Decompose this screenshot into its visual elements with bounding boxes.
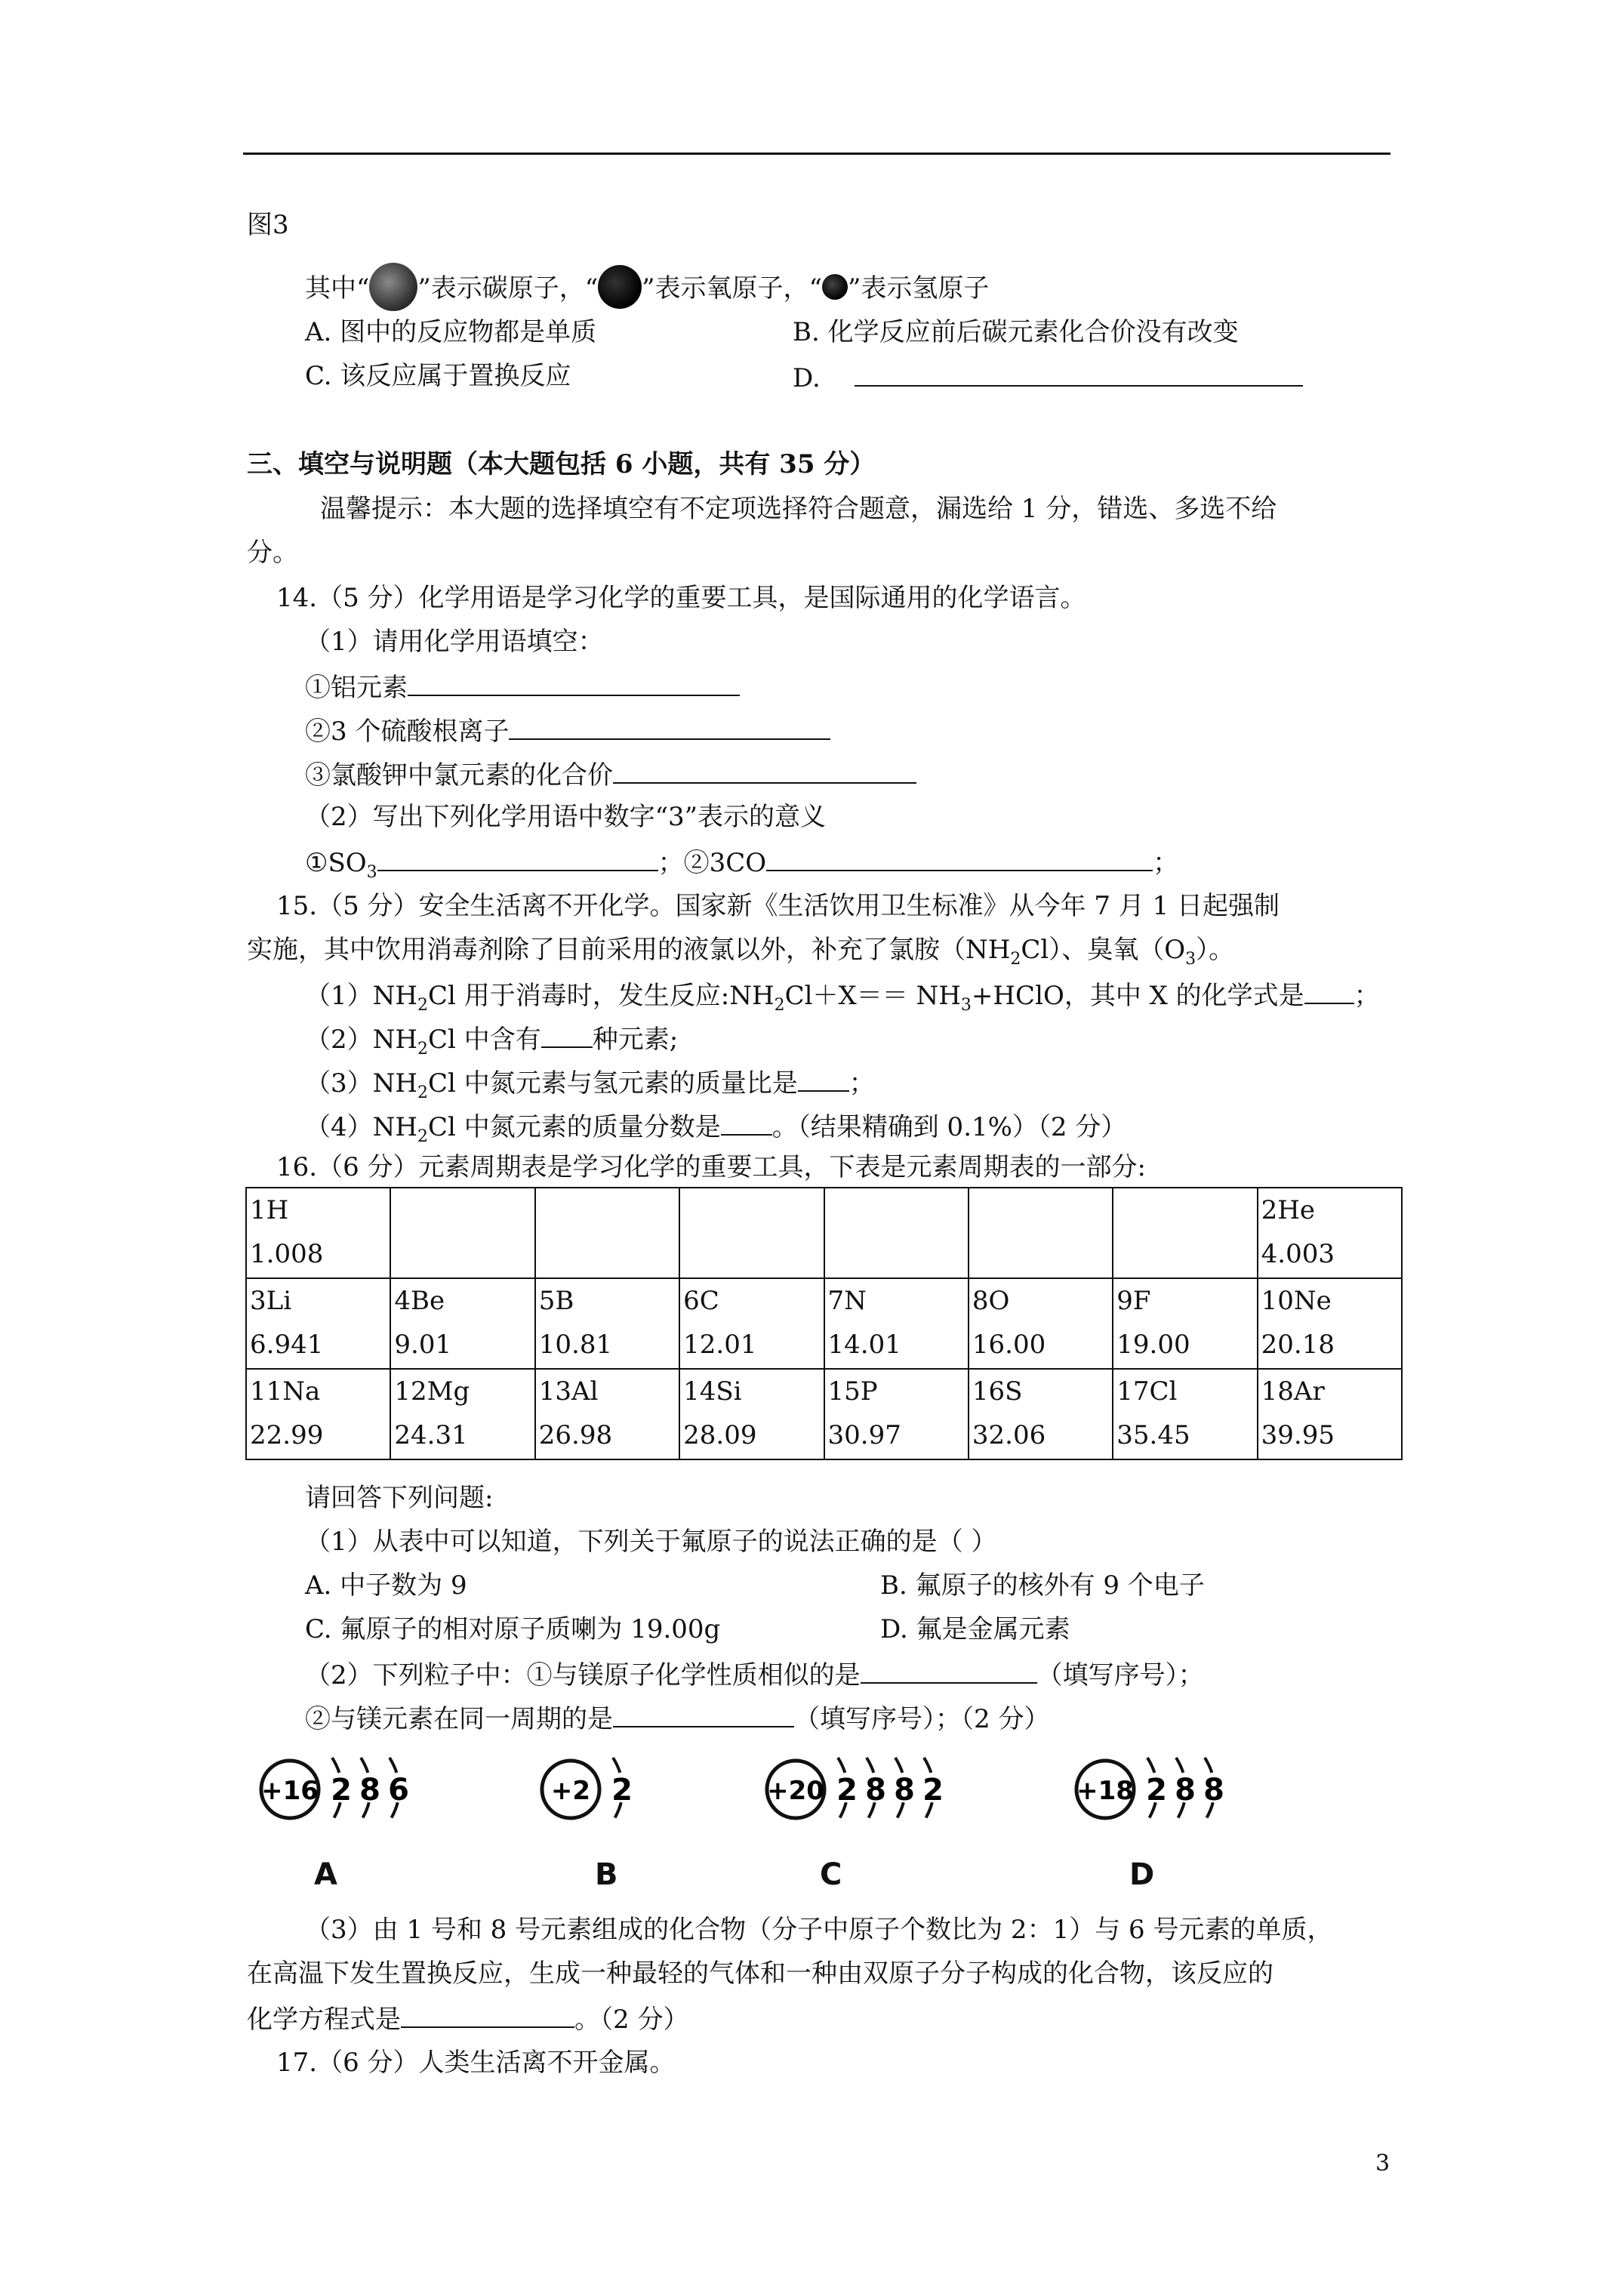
element-symbol: 9F xyxy=(1116,1286,1151,1316)
legend-text: ”表示碳原子， xyxy=(417,273,585,304)
atomic-mass: 4.003 xyxy=(1261,1239,1335,1269)
option-d xyxy=(793,359,1303,395)
element-symbol: 8O xyxy=(972,1286,1010,1316)
element-symbol: 5B xyxy=(538,1286,574,1316)
text: ； xyxy=(848,1068,875,1099)
element-cell xyxy=(679,1278,824,1369)
text: 实施，其中饮用消毒剂除了目前采用的液氯以外，补充了氯胺（NH xyxy=(247,935,1011,965)
tip-line-1: 温馨提示：本大题的选择填空有不定项选择符合题意，漏选给 1 分，错选、多选不给 xyxy=(320,494,1277,524)
text: （2）NH xyxy=(305,1025,418,1055)
diagram-label: C xyxy=(820,1857,842,1892)
answer-blank[interactable] xyxy=(798,1065,849,1092)
text: 化学方程式是 xyxy=(247,2005,401,2035)
answer-blank[interactable] xyxy=(509,713,830,740)
element-cell xyxy=(246,1278,390,1369)
element-symbol xyxy=(828,1188,968,1232)
q15-sub1 xyxy=(305,977,1380,1015)
shell-electron-count: 8 xyxy=(894,1773,915,1808)
q16-option-d: D. 氟是金属元素 xyxy=(880,1614,1070,1644)
option-d-label: D. xyxy=(793,363,821,393)
item-label: ①铝元素 xyxy=(305,673,408,703)
element-cell xyxy=(969,1188,1113,1278)
legend-text: ”表示氢原子 xyxy=(847,273,990,304)
element-symbol xyxy=(539,1188,679,1232)
answer-blank[interactable] xyxy=(613,1700,794,1727)
subscript: 2 xyxy=(417,1039,429,1059)
atomic-mass: 1.008 xyxy=(250,1239,324,1269)
legend-text: ”表示氧原子， xyxy=(642,273,809,304)
q16-ask: 请回答下列问题: xyxy=(305,1483,494,1513)
item-label: ；②3CO xyxy=(658,848,767,878)
atomic-mass: 20.18 xyxy=(1261,1330,1335,1360)
item-label: ③氯酸钾中氯元素的化合价 xyxy=(305,760,613,791)
shell-electron-count: 2 xyxy=(331,1773,352,1808)
atomic-mass: 30.97 xyxy=(827,1420,901,1450)
q16-p3-line1: （3）由 1 号和 8 号元素组成的化合物（分子中原子个数比为 2：1）与 6 号元素的单质， xyxy=(305,1915,1333,1945)
diagram-label: D xyxy=(1129,1857,1155,1892)
element-cell xyxy=(1113,1188,1257,1278)
text: Cl）、臭氧（O xyxy=(1021,935,1186,965)
atomic-mass: 12.01 xyxy=(683,1330,757,1360)
atomic-mass: 35.45 xyxy=(1116,1420,1190,1450)
element-symbol: 7N xyxy=(827,1286,867,1316)
shell-electron-count: 8 xyxy=(1203,1773,1224,1808)
shell-electron-count: 2 xyxy=(611,1773,633,1808)
element-cell xyxy=(535,1369,679,1459)
q14-item2 xyxy=(305,713,830,748)
q15-line2 xyxy=(247,933,1235,969)
diagram-label: B xyxy=(595,1857,618,1892)
element-symbol: 4Be xyxy=(394,1286,445,1316)
element-symbol xyxy=(394,1188,534,1232)
answer-blank[interactable] xyxy=(377,844,658,871)
element-cell xyxy=(1258,1369,1402,1459)
element-cell xyxy=(824,1278,969,1369)
q16-option-c: C. 氟原子的相对原子质喇为 19.00g xyxy=(305,1614,721,1644)
carbon-atom-icon xyxy=(369,263,417,311)
answer-blank[interactable] xyxy=(855,359,1303,387)
answer-blank[interactable] xyxy=(408,669,740,696)
q14-sub1: （1）请用化学用语填空： xyxy=(305,627,604,657)
text: （填写序号）；（2 分） xyxy=(794,1704,1050,1734)
header-rule xyxy=(243,153,1390,155)
element-symbol: 16S xyxy=(972,1376,1023,1407)
q16-p3-line2: 在高温下发生置换反应，生成一种最轻的气体和一种由双原子分子构成的化合物，该反应的 xyxy=(247,1959,1273,1989)
item-label: ； xyxy=(1153,848,1179,878)
legend-text: “ xyxy=(584,273,599,304)
q15-sub4 xyxy=(305,1108,1126,1144)
table-row xyxy=(246,1188,1402,1278)
text: Cl 中含有 xyxy=(428,1025,541,1055)
answer-blank[interactable] xyxy=(401,2001,574,2028)
item-label: ②3 个硫酸根离子 xyxy=(305,717,510,747)
table-row xyxy=(246,1369,1402,1459)
q15-sub2 xyxy=(305,1021,679,1059)
diagram-label: A xyxy=(314,1857,337,1892)
atom-structure-svg xyxy=(761,1737,1010,1842)
element-symbol xyxy=(1116,1188,1256,1232)
atom-structure-svg xyxy=(255,1737,504,1842)
text: （1）NH xyxy=(305,981,418,1011)
element-symbol xyxy=(683,1188,823,1232)
element-cell xyxy=(390,1278,534,1369)
atomic-mass: 39.95 xyxy=(1261,1420,1335,1450)
q14-item4 xyxy=(305,844,1178,880)
element-cell xyxy=(1113,1278,1257,1369)
atomic-mass: 9.01 xyxy=(394,1330,452,1360)
option-a: A. 图中的反应物都是单质 xyxy=(305,317,597,347)
element-symbol: 17Cl xyxy=(1116,1376,1178,1407)
shell-electron-count: 2 xyxy=(1146,1773,1167,1808)
option-c: C. 该反应属于置换反应 xyxy=(305,361,571,391)
legend-text: 其中“ xyxy=(305,273,370,304)
subscript: 2 xyxy=(417,1083,429,1102)
text: 。（结果精确到 0.1%）（2 分） xyxy=(771,1112,1127,1142)
atom-structure-svg xyxy=(536,1737,785,1842)
q16-p2-line1 xyxy=(305,1657,1204,1692)
hydrogen-atom-icon xyxy=(822,274,848,300)
q16-title: 16.（6 分）元素周期表是学习化学的重要工具，下表是元素周期表的一部分: xyxy=(276,1152,1146,1182)
q16-p2-line2 xyxy=(305,1700,1049,1736)
q14-sub2: （2）写出下列化学用语中数字“3”表示的意义 xyxy=(305,802,827,832)
q14-item1 xyxy=(305,669,740,704)
periodic-table xyxy=(245,1187,1403,1460)
text: （2）下列粒子中：①与镁原子化学性质相似的是 xyxy=(305,1660,861,1690)
q16-p1: （1）从表中可以知道，下列关于氟原子的说法正确的是（ ） xyxy=(305,1527,997,1557)
atomic-mass xyxy=(539,1232,679,1276)
nucleus-charge: +2 xyxy=(550,1776,591,1806)
atomic-mass xyxy=(1116,1232,1256,1276)
atomic-mass: 6.941 xyxy=(250,1330,324,1360)
text: Cl 用于消毒时，发生反应:NH xyxy=(428,981,775,1011)
text: Cl 中氮元素与氢元素的质量比是 xyxy=(428,1068,798,1099)
element-symbol: 10Ne xyxy=(1261,1286,1332,1316)
shell-electron-count: 8 xyxy=(865,1773,886,1808)
text: （3）NH xyxy=(305,1068,418,1099)
answer-blank[interactable] xyxy=(766,844,1153,871)
element-symbol: 18Ar xyxy=(1261,1376,1325,1407)
subscript: 2 xyxy=(1010,949,1021,969)
answer-blank[interactable] xyxy=(613,757,916,784)
atomic-mass: 26.98 xyxy=(538,1420,613,1450)
text: ②与镁元素在同一周期的是 xyxy=(305,1704,613,1734)
page-number: 3 xyxy=(1375,2150,1390,2177)
atom-legend xyxy=(305,266,989,314)
q16-option-a: A. 中子数为 9 xyxy=(305,1570,467,1601)
text: +HClO，其中 X 的化学式是 xyxy=(971,981,1304,1011)
shell-electron-count: 8 xyxy=(359,1773,380,1808)
atomic-mass: 28.09 xyxy=(683,1420,757,1450)
element-symbol: 15P xyxy=(827,1376,878,1407)
answer-blank[interactable] xyxy=(1304,977,1354,1004)
item-label: ①SO xyxy=(305,848,367,878)
shell-electron-count: 2 xyxy=(922,1773,944,1808)
q14-item3 xyxy=(305,757,916,792)
atomic-mass: 32.06 xyxy=(972,1420,1046,1450)
element-cell xyxy=(1258,1188,1402,1278)
nucleus-charge: +20 xyxy=(767,1776,824,1806)
atomic-mass: 19.00 xyxy=(1116,1330,1190,1360)
element-cell xyxy=(1258,1278,1402,1369)
legend-text: “ xyxy=(808,273,822,304)
table-row xyxy=(246,1278,1402,1369)
element-cell xyxy=(535,1188,679,1278)
element-symbol: 14Si xyxy=(683,1376,742,1407)
atomic-mass xyxy=(683,1232,823,1276)
answer-blank[interactable] xyxy=(861,1657,1037,1684)
atomic-mass: 22.99 xyxy=(250,1420,324,1450)
element-cell xyxy=(969,1278,1113,1369)
atomic-mass: 24.31 xyxy=(394,1420,468,1450)
atomic-mass: 14.01 xyxy=(827,1330,901,1360)
element-symbol: 13Al xyxy=(538,1376,599,1407)
figure-caption: 图3 xyxy=(247,210,289,240)
text: （4）NH xyxy=(305,1112,418,1142)
section-title: 三、填空与说明题（本大题包括 6 小题，共有 35 分） xyxy=(247,449,876,479)
element-cell xyxy=(824,1369,969,1459)
q17-title: 17.（6 分）人类生活离不开金属。 xyxy=(276,2048,676,2078)
text: Cl＋X＝＝ NH xyxy=(784,981,961,1011)
text: ）。 xyxy=(1196,935,1235,965)
element-symbol: 3Li xyxy=(250,1286,292,1316)
element-cell xyxy=(246,1188,390,1278)
atom-diagram-a xyxy=(255,1737,527,1903)
text: ； xyxy=(1354,981,1380,1011)
q14-title: 14.（5 分）化学用语是学习化学的重要工具，是国际通用的化学语言。 xyxy=(276,583,1086,613)
element-cell xyxy=(535,1278,679,1369)
tip-line-2: 分。 xyxy=(247,538,298,568)
element-symbol: 1H xyxy=(250,1195,289,1225)
element-symbol: 11Na xyxy=(250,1376,321,1407)
nucleus-charge: +18 xyxy=(1076,1776,1134,1806)
element-cell xyxy=(390,1369,534,1459)
oxygen-atom-icon xyxy=(598,265,642,309)
element-cell xyxy=(246,1369,390,1459)
atomic-mass: 10.81 xyxy=(538,1330,613,1360)
subscript: 3 xyxy=(960,995,972,1015)
subscript: 2 xyxy=(417,995,429,1015)
element-symbol: 6C xyxy=(683,1286,719,1316)
option-b: B. 化学反应前后碳元素化合价没有改变 xyxy=(793,317,1239,347)
atomic-mass: 16.00 xyxy=(972,1330,1046,1360)
shell-electron-count: 8 xyxy=(1175,1773,1196,1808)
shell-electron-count: 6 xyxy=(388,1773,409,1808)
element-cell xyxy=(679,1188,824,1278)
atom-diagram-d xyxy=(1070,1737,1342,1903)
atom-structure-svg xyxy=(1070,1737,1320,1842)
text: 。（2 分） xyxy=(574,2005,689,2035)
text: （填写序号）； xyxy=(1036,1660,1204,1690)
subscript: 3 xyxy=(366,862,377,882)
answer-blank[interactable] xyxy=(541,1021,593,1048)
subscript: 2 xyxy=(417,1126,429,1146)
answer-blank[interactable] xyxy=(721,1108,772,1136)
element-cell xyxy=(824,1188,969,1278)
atomic-mass xyxy=(828,1232,968,1276)
text: Cl 中氮元素的质量分数是 xyxy=(428,1112,721,1142)
text: 种元素; xyxy=(592,1025,679,1055)
q16-p3-line3 xyxy=(247,2001,688,2036)
subscript: 2 xyxy=(774,995,785,1015)
element-symbol: 12Mg xyxy=(394,1376,470,1407)
q15-sub3 xyxy=(305,1065,875,1100)
atomic-mass xyxy=(394,1232,534,1276)
element-cell xyxy=(1113,1369,1257,1459)
atomic-mass xyxy=(972,1232,1112,1276)
element-symbol: 2He xyxy=(1261,1195,1316,1225)
nucleus-charge: +16 xyxy=(261,1776,319,1806)
element-symbol xyxy=(972,1188,1112,1232)
element-cell xyxy=(390,1188,534,1278)
element-cell xyxy=(679,1369,824,1459)
q16-option-b: B. 氟原子的核外有 9 个电子 xyxy=(880,1570,1205,1601)
shell-electron-count: 2 xyxy=(836,1773,858,1808)
subscript: 3 xyxy=(1185,949,1196,969)
atom-diagram-c xyxy=(761,1737,1033,1903)
element-cell xyxy=(969,1369,1113,1459)
q15-title: 15.（5 分）安全生活离不开化学。国家新《生活饮用卫生标准》从今年 7 月 1 日起强制 xyxy=(276,891,1280,921)
